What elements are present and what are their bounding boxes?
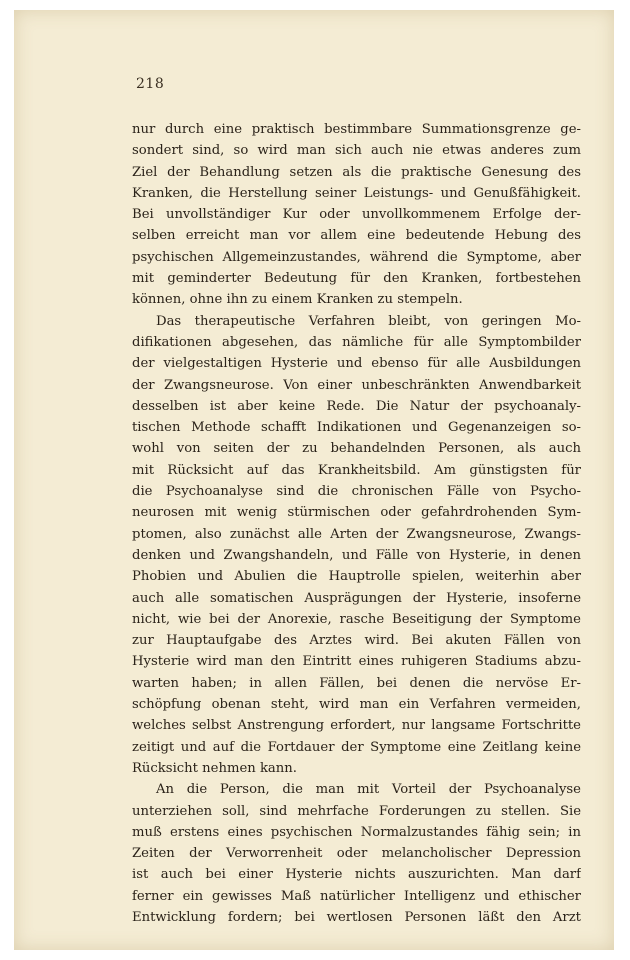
text-line: welches selbst Anstrengung erfordert, nur langsame Fortschritte xyxy=(132,718,581,734)
text-line: denken und Zwangshandeln, und Fälle von Hysterie, in denen xyxy=(132,547,581,563)
text-line: der Zwangsneurose. Von einer unbeschränkten Anwendbarkeit xyxy=(132,377,581,393)
text-line: die Psychoanalyse sind die chronischen Fälle von Psycho- xyxy=(132,484,581,500)
text-line: Entwicklung fordern; bei wertlosen Personen läßt den Arzt xyxy=(132,909,581,925)
text-line: Das therapeutische Verfahren bleibt, von geringen Mo- xyxy=(156,313,581,329)
text-line: psychischen Allgemeinzustandes, während die Symptome, aber xyxy=(132,249,581,265)
text-line: auch alle somatischen Ausprägungen der Hysterie, insoferne xyxy=(132,590,581,606)
text-line: ferner ein gewisses Maß natürlicher Intelligenz und ethischer xyxy=(132,888,581,904)
text-line: Bei unvollständiger Kur oder unvollkommenem Erfolge der- xyxy=(132,207,581,223)
text-line: mit geminderter Bedeutung für den Kranken, fortbestehen xyxy=(132,271,581,287)
text-line: sondert sind, so wird man sich auch nie etwas anderes zum xyxy=(132,143,581,159)
text-line: An die Person, die man mit Vorteil der Psychoanalyse xyxy=(156,782,581,798)
text-line: warten haben; in allen Fällen, bei denen die nervöse Er- xyxy=(132,675,581,691)
book-page xyxy=(14,10,614,950)
text-line: Ziel der Behandlung setzen als die praktische Genesung des xyxy=(132,164,581,180)
text-line: wohl von seiten der zu behandelnden Personen, als auch xyxy=(132,441,581,457)
text-line: ist auch bei einer Hysterie nichts auszurichten. Man darf xyxy=(132,867,581,883)
text-line: Rücksicht nehmen kann. xyxy=(132,760,297,776)
text-line: schöpfung obenan steht, wird man ein Verfahren vermeiden, xyxy=(132,697,581,713)
text-line: mit Rücksicht auf das Krankheitsbild. Am günstigsten für xyxy=(132,462,581,478)
text-line: tischen Methode schafft Indikationen und Gegenanzeigen so- xyxy=(132,420,581,436)
text-line: Kranken, die Herstellung seiner Leistungs- und Genußfähigkeit. xyxy=(132,185,581,201)
text-line: selben erreicht man vor allem eine bedeutende Hebung des xyxy=(132,228,581,244)
text-line: ptomen, also zunächst alle Arten der Zwangsneurose, Zwangs- xyxy=(132,526,581,542)
text-line: nicht, wie bei der Anorexie, rasche Beseitigung der Symptome xyxy=(132,611,581,627)
body-text xyxy=(132,119,581,928)
text-line: unterziehen soll, sind mehrfache Forderungen zu stellen. Sie xyxy=(132,803,581,819)
text-line: Hysterie wird man den Eintritt eines ruhigeren Stadiums abzu- xyxy=(132,654,581,670)
text-line: können, ohne ihn zu einem Kranken zu stempeln. xyxy=(132,292,463,308)
text-line: Zeiten der Verworrenheit oder melancholischer Depression xyxy=(132,846,581,862)
text-line: zeitigt und auf die Fortdauer der Symptome eine Zeitlang keine xyxy=(132,739,581,755)
text-line: difikationen abgesehen, das nämliche für alle Symptombilder xyxy=(132,334,581,350)
text-line: nur durch eine praktisch bestimmbare Summationsgrenze ge- xyxy=(132,122,581,137)
page-number: 218 xyxy=(136,76,165,92)
text-line: Phobien und Abulien die Hauptrolle spielen, weiterhin aber xyxy=(132,569,581,585)
text-line: neurosen mit wenig stürmischen oder gefahrdrohenden Sym- xyxy=(132,505,581,521)
text-line: muß erstens eines psychischen Normalzustandes fähig sein; in xyxy=(132,824,581,840)
text-line: desselben ist aber keine Rede. Die Natur der psychoanaly- xyxy=(132,398,581,414)
text-line: der vielgestaltigen Hysterie und ebenso für alle Ausbildungen xyxy=(132,356,581,372)
text-line: zur Hauptaufgabe des Arztes wird. Bei akuten Fällen von xyxy=(132,633,581,649)
